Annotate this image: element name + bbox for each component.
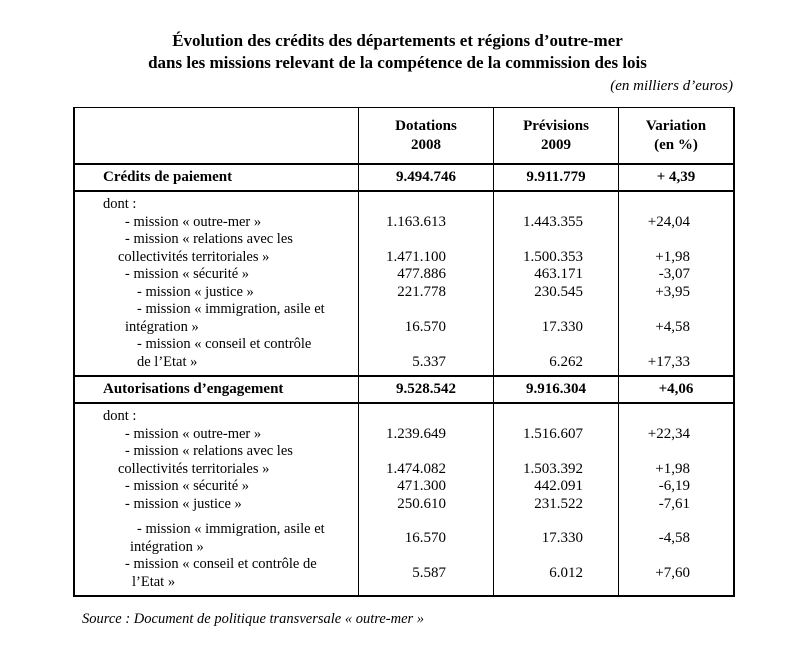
credits-table — [73, 107, 735, 597]
cell-dotations-2008: 9.494.746 — [358, 165, 493, 190]
cell-dotations-2008 — [358, 214, 493, 232]
table-row — [75, 301, 733, 336]
numeric-value: -6,19 — [658, 478, 690, 494]
numeric-value: 17.330 — [541, 318, 583, 335]
table-row — [75, 443, 733, 478]
cell-previsions-2009 — [493, 214, 618, 232]
page-title-line2: dans les missions relevant de la compétence de la commission des lois — [148, 53, 647, 72]
numeric-value: +22,34 — [647, 425, 690, 442]
numeric-value: 221.778 — [397, 283, 446, 300]
cell-dotations-2008 — [358, 443, 493, 478]
cell-variation — [618, 478, 733, 496]
mission-label-line: de l’Etat » — [137, 353, 198, 370]
mission-label-cell — [75, 513, 358, 556]
header-cell-empty — [75, 108, 358, 163]
cell-dotations-2008 — [358, 496, 493, 514]
mission-label-cell — [75, 214, 358, 232]
cell-variation: + 4,39 — [618, 165, 733, 190]
table-row — [75, 426, 733, 444]
numeric-value: 1.471.100 — [386, 248, 446, 265]
numeric-value: -3,07 — [658, 266, 690, 282]
credits-paiement-detail-block — [75, 192, 733, 375]
cell-variation — [618, 231, 733, 266]
mission-label-cell — [75, 404, 358, 426]
numeric-value: 1.443.355 — [523, 213, 583, 230]
numeric-value: 1.474.082 — [386, 460, 446, 477]
numeric-value: 250.610 — [397, 495, 446, 512]
mission-label-line: dont : — [103, 196, 137, 212]
row-label: Autorisations d’engagement — [103, 381, 284, 397]
cell-previsions-2009 — [493, 266, 618, 284]
cell-dotations-2008 — [358, 513, 493, 556]
cell-dotations-2008 — [358, 426, 493, 444]
cell-dotations-2008 — [358, 336, 493, 375]
numeric-value: 6.012 — [549, 564, 583, 581]
header-previsions-label: Prévisions — [523, 117, 589, 134]
table-header-row — [75, 108, 733, 163]
numeric-value: 442.091 — [534, 478, 583, 494]
cell-previsions-2009 — [493, 478, 618, 496]
units-note: (en milliers d’euros) — [610, 78, 733, 94]
mission-label-line: - mission « sécurité » — [125, 478, 250, 494]
mission-label-line: - mission « relations avec les — [125, 443, 293, 459]
cell-variation — [618, 284, 733, 302]
cell-variation — [618, 266, 733, 284]
mission-label-cell — [75, 336, 358, 375]
cell-variation: +4,06 — [618, 377, 733, 402]
mission-label-line: - mission « outre-mer » — [125, 425, 262, 442]
cell-previsions-2009 — [493, 231, 618, 266]
table-row — [75, 404, 733, 426]
cell-variation — [618, 214, 733, 232]
cell-dotations-2008 — [358, 478, 493, 496]
table-row — [75, 284, 733, 302]
table-row — [75, 231, 733, 266]
mission-label-line: collectivités territoriales » — [118, 460, 270, 477]
mission-label-cell — [75, 284, 358, 302]
table-row — [75, 266, 733, 284]
table-row — [75, 192, 733, 214]
numeric-value: 231.522 — [534, 495, 583, 512]
cell-previsions-2009: 9.911.779 — [493, 165, 618, 190]
page-title — [0, 30, 795, 74]
mission-label-line: dont : — [103, 408, 137, 424]
numeric-value: 6.262 — [549, 353, 583, 370]
numeric-value: +24,04 — [647, 213, 690, 230]
mission-label-line: - mission « relations avec les — [125, 231, 293, 247]
cell-dotations-2008 — [358, 284, 493, 302]
mission-label-cell — [75, 266, 358, 284]
cell-dotations-2008 — [358, 266, 493, 284]
mission-label-line: - mission « justice » — [137, 283, 254, 300]
numeric-value: -4,58 — [658, 529, 690, 546]
row-autorisations-engagement — [75, 375, 733, 404]
cell-previsions-2009 — [493, 336, 618, 375]
cell-dotations-2008 — [358, 404, 493, 426]
numeric-value: 5.337 — [412, 353, 446, 370]
cell-previsions-2009 — [493, 192, 618, 214]
numeric-value: +3,95 — [655, 283, 690, 300]
table-row — [75, 478, 733, 496]
mission-label-cell — [75, 426, 358, 444]
mission-label-line: - mission « conseil et contrôle — [137, 336, 312, 352]
mission-label-line: - mission « immigration, asile et — [137, 301, 325, 317]
cell-variation — [618, 496, 733, 514]
cell-dotations-2008 — [358, 556, 493, 595]
table-row — [75, 513, 733, 556]
cell-previsions-2009 — [493, 556, 618, 595]
cell-previsions-2009 — [493, 513, 618, 556]
numeric-value: -7,61 — [658, 495, 690, 512]
numeric-value: 463.171 — [534, 266, 583, 282]
cell-variation — [618, 301, 733, 336]
numeric-value: 1.500.353 — [523, 248, 583, 265]
mission-label-line: collectivités territoriales » — [118, 248, 270, 265]
header-dotations-year: 2008 — [411, 136, 441, 153]
cell-dotations-2008 — [358, 301, 493, 336]
header-cell-previsions — [493, 108, 618, 163]
numeric-value: +1,98 — [655, 248, 690, 265]
cell-variation — [618, 192, 733, 214]
numeric-value: 1.516.607 — [523, 425, 583, 442]
cell-previsions-2009 — [493, 443, 618, 478]
cell-previsions-2009: 9.916.304 — [493, 377, 618, 402]
mission-label-cell — [75, 231, 358, 266]
mission-label-line: intégration » — [130, 538, 204, 555]
cell-previsions-2009 — [493, 496, 618, 514]
numeric-value: +4,58 — [655, 318, 690, 335]
numeric-value: 1.503.392 — [523, 460, 583, 477]
cell-previsions-2009 — [493, 404, 618, 426]
numeric-value: 16.570 — [404, 318, 446, 335]
numeric-value: 16.570 — [404, 529, 446, 546]
header-cell-dotations — [358, 108, 493, 163]
cell-variation — [618, 404, 733, 426]
row-label: Crédits de paiement — [103, 169, 233, 185]
numeric-value: 477.886 — [397, 266, 446, 282]
mission-label-line: - mission « outre-mer » — [125, 213, 262, 230]
cell-variation — [618, 556, 733, 595]
table-row — [75, 496, 733, 514]
numeric-value: 1.163.613 — [386, 213, 446, 230]
cell-variation — [618, 513, 733, 556]
mission-label-cell — [75, 556, 358, 595]
header-variation-label: Variation — [645, 117, 707, 134]
cell-dotations-2008: 9.528.542 — [358, 377, 493, 402]
numeric-value: 1.239.649 — [386, 425, 446, 442]
row-credits-de-paiement — [75, 163, 733, 192]
cell-previsions-2009 — [493, 284, 618, 302]
mission-label-line: l’Etat » — [132, 573, 176, 590]
cell-previsions-2009 — [493, 301, 618, 336]
numeric-value: +17,33 — [647, 353, 690, 370]
mission-label-line: intégration » — [125, 318, 199, 335]
numeric-value: 5.587 — [412, 564, 446, 581]
numeric-value: 17.330 — [541, 529, 583, 546]
numeric-value: +7,60 — [655, 564, 690, 581]
mission-label-line: - mission « justice » — [125, 495, 242, 512]
cell-dotations-2008 — [358, 192, 493, 214]
cell-dotations-2008 — [358, 231, 493, 266]
header-variation-unit: (en %) — [654, 136, 698, 153]
header-dotations-label: Dotations — [395, 117, 457, 134]
mission-label-cell — [75, 496, 358, 514]
mission-label-cell — [75, 301, 358, 336]
source-note: Source : Document de politique transversale « outre-mer » — [82, 611, 425, 627]
mission-label-line: - mission « sécurité » — [125, 266, 250, 282]
mission-label-cell — [75, 443, 358, 478]
cell-previsions-2009 — [493, 426, 618, 444]
mission-label-line: - mission « immigration, asile et — [137, 521, 325, 537]
mission-label-line: - mission « conseil et contrôle de — [125, 556, 317, 572]
page-title-line1: Évolution des crédits des départements et régions d’outre-mer — [172, 31, 623, 50]
numeric-value: 471.300 — [397, 478, 446, 494]
table-row — [75, 336, 733, 375]
cell-variation — [618, 443, 733, 478]
mission-label-cell — [75, 192, 358, 214]
numeric-value: +1,98 — [655, 460, 690, 477]
header-cell-variation — [618, 108, 733, 163]
numeric-value: 230.545 — [534, 283, 583, 300]
table-row — [75, 214, 733, 232]
header-previsions-year: 2009 — [541, 136, 571, 153]
autorisations-engagement-detail-block — [75, 404, 733, 595]
cell-variation — [618, 336, 733, 375]
mission-label-cell — [75, 478, 358, 496]
table-row — [75, 556, 733, 595]
cell-variation — [618, 426, 733, 444]
